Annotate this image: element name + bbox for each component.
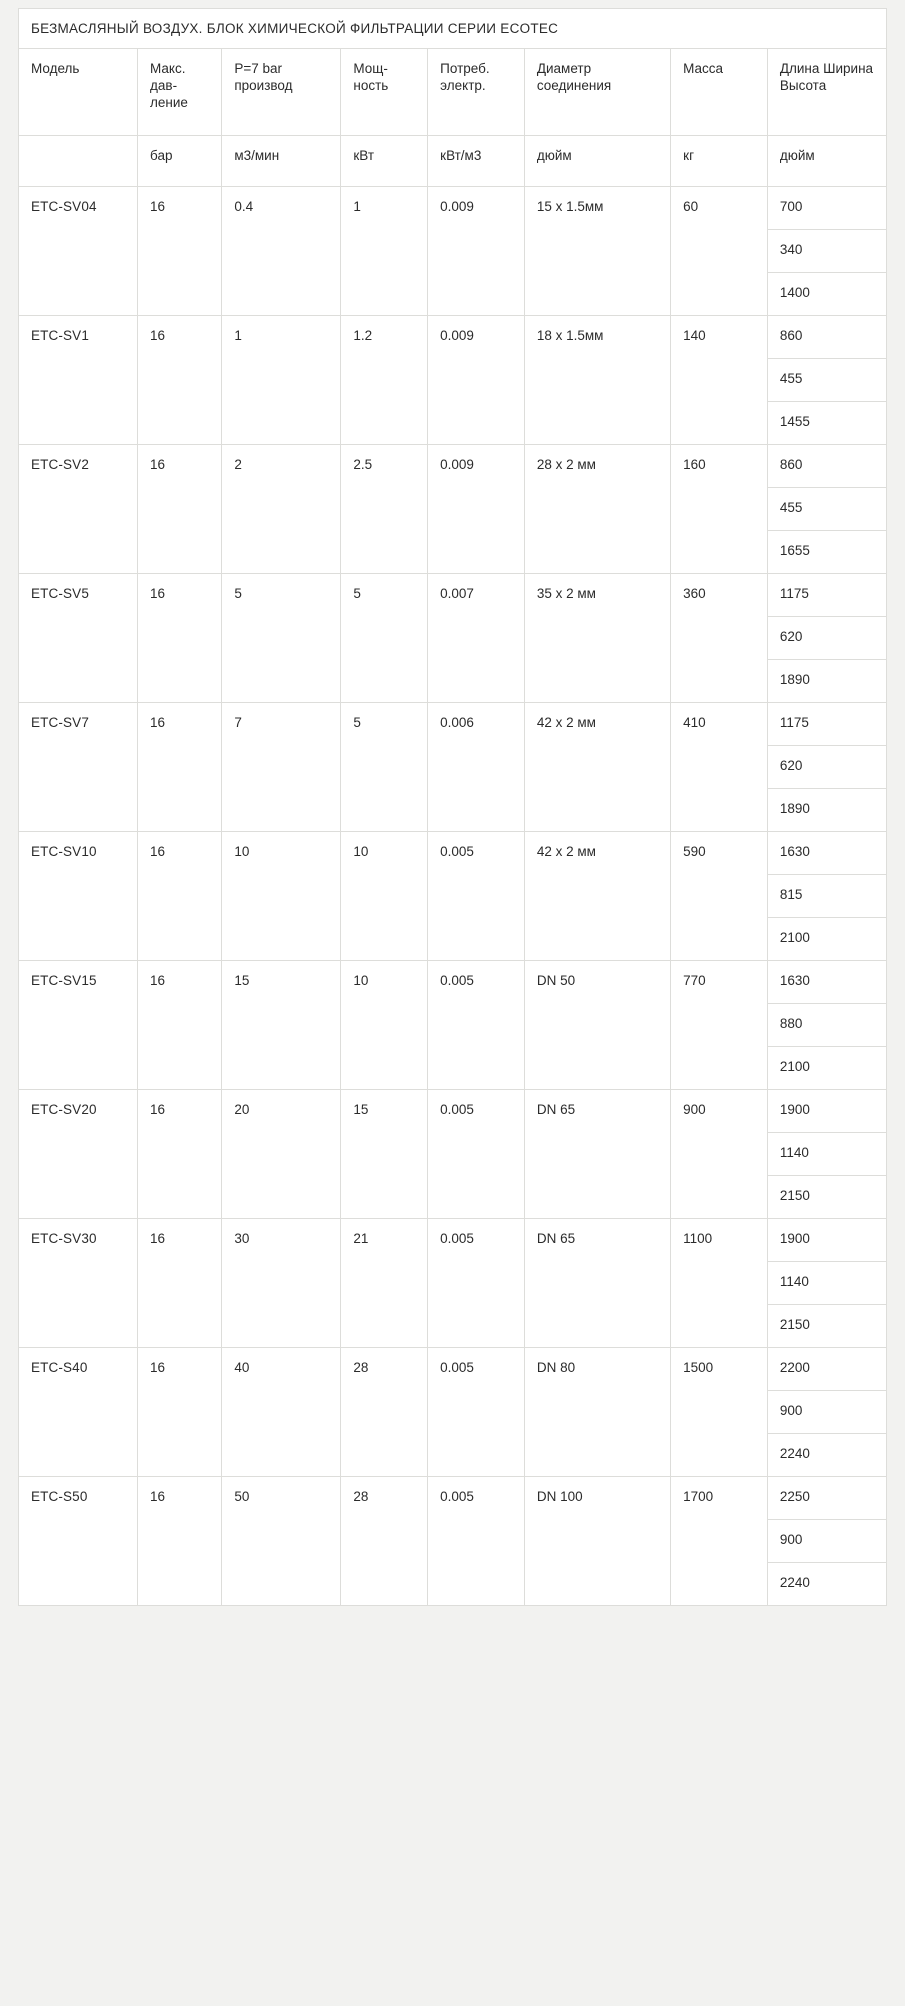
table-header-row [19, 49, 887, 136]
cell-mass: 770 [671, 961, 768, 1090]
cell-width: 880 [767, 1004, 886, 1047]
table-row [19, 316, 887, 359]
cell-model: ETC-SV1 [19, 316, 138, 445]
table-row [19, 1348, 887, 1391]
cell-max-pressure: 16 [138, 1477, 222, 1606]
cell-consumption: 0.005 [428, 1090, 525, 1219]
header-power: Мощ-ность [341, 49, 428, 136]
unit-mass: кг [671, 136, 768, 187]
cell-power: 28 [341, 1477, 428, 1606]
header-mass: Масса [671, 49, 768, 136]
cell-max-pressure: 16 [138, 316, 222, 445]
cell-length: 1900 [767, 1219, 886, 1262]
cell-connection-diameter: 35 x 2 мм [524, 574, 670, 703]
cell-height: 2150 [767, 1305, 886, 1348]
cell-height: 2100 [767, 1047, 886, 1090]
cell-model: ETC-SV15 [19, 961, 138, 1090]
cell-capacity: 40 [222, 1348, 341, 1477]
table-body [19, 9, 887, 1606]
cell-length: 1630 [767, 832, 886, 875]
cell-model: ETC-SV20 [19, 1090, 138, 1219]
cell-mass: 1500 [671, 1348, 768, 1477]
cell-height: 1400 [767, 273, 886, 316]
specifications-table [18, 8, 887, 1606]
cell-capacity: 5 [222, 574, 341, 703]
table-row [19, 961, 887, 1004]
cell-connection-diameter: DN 50 [524, 961, 670, 1090]
cell-width: 455 [767, 359, 886, 402]
cell-length: 1630 [767, 961, 886, 1004]
cell-width: 340 [767, 230, 886, 273]
header-connection-diameter: Диаметр соединения [524, 49, 670, 136]
cell-height: 2240 [767, 1434, 886, 1477]
cell-height: 1890 [767, 789, 886, 832]
cell-mass: 1700 [671, 1477, 768, 1606]
unit-capacity: м3/мин [222, 136, 341, 187]
cell-max-pressure: 16 [138, 445, 222, 574]
cell-height: 1655 [767, 531, 886, 574]
unit-consumption: кВт/м3 [428, 136, 525, 187]
cell-capacity: 0.4 [222, 187, 341, 316]
cell-power: 28 [341, 1348, 428, 1477]
table-title: БЕЗМАСЛЯНЫЙ ВОЗДУХ. БЛОК ХИМИЧЕСКОЙ ФИЛЬТРАЦИИ СЕРИИ ECOTEC [19, 9, 887, 49]
cell-connection-diameter: DN 80 [524, 1348, 670, 1477]
cell-length: 2200 [767, 1348, 886, 1391]
cell-consumption: 0.006 [428, 703, 525, 832]
cell-consumption: 0.005 [428, 961, 525, 1090]
cell-height: 2150 [767, 1176, 886, 1219]
table-row [19, 187, 887, 230]
cell-length: 860 [767, 445, 886, 488]
cell-width: 900 [767, 1520, 886, 1563]
cell-connection-diameter: 18 x 1.5мм [524, 316, 670, 445]
cell-width: 815 [767, 875, 886, 918]
cell-mass: 900 [671, 1090, 768, 1219]
cell-capacity: 20 [222, 1090, 341, 1219]
cell-capacity: 2 [222, 445, 341, 574]
cell-max-pressure: 16 [138, 703, 222, 832]
cell-mass: 160 [671, 445, 768, 574]
table-row [19, 1219, 887, 1262]
cell-model: ETC-SV30 [19, 1219, 138, 1348]
cell-consumption: 0.005 [428, 832, 525, 961]
table-row [19, 832, 887, 875]
cell-width: 1140 [767, 1133, 886, 1176]
cell-width: 620 [767, 746, 886, 789]
table-row [19, 703, 887, 746]
cell-length: 1175 [767, 574, 886, 617]
cell-length: 1900 [767, 1090, 886, 1133]
cell-model: ETC-SV7 [19, 703, 138, 832]
cell-capacity: 15 [222, 961, 341, 1090]
cell-consumption: 0.009 [428, 316, 525, 445]
header-dimensions: Длина Ширина Высота [767, 49, 886, 136]
cell-power: 5 [341, 703, 428, 832]
table-row [19, 1090, 887, 1133]
cell-length: 700 [767, 187, 886, 230]
unit-model [19, 136, 138, 187]
cell-width: 1140 [767, 1262, 886, 1305]
unit-dimensions: дюйм [767, 136, 886, 187]
cell-model: ETC-S50 [19, 1477, 138, 1606]
cell-capacity: 30 [222, 1219, 341, 1348]
cell-model: ETC-S40 [19, 1348, 138, 1477]
cell-capacity: 50 [222, 1477, 341, 1606]
table-row [19, 445, 887, 488]
cell-height: 1455 [767, 402, 886, 445]
cell-consumption: 0.009 [428, 187, 525, 316]
cell-connection-diameter: DN 65 [524, 1219, 670, 1348]
unit-max-pressure: бар [138, 136, 222, 187]
cell-power: 5 [341, 574, 428, 703]
cell-connection-diameter: 42 x 2 мм [524, 832, 670, 961]
cell-length: 1175 [767, 703, 886, 746]
table-row [19, 574, 887, 617]
cell-power: 1 [341, 187, 428, 316]
cell-capacity: 10 [222, 832, 341, 961]
cell-max-pressure: 16 [138, 832, 222, 961]
cell-consumption: 0.007 [428, 574, 525, 703]
cell-model: ETC-SV10 [19, 832, 138, 961]
cell-power: 10 [341, 832, 428, 961]
cell-capacity: 7 [222, 703, 341, 832]
cell-consumption: 0.005 [428, 1477, 525, 1606]
cell-consumption: 0.005 [428, 1219, 525, 1348]
cell-connection-diameter: DN 100 [524, 1477, 670, 1606]
cell-length: 2250 [767, 1477, 886, 1520]
cell-max-pressure: 16 [138, 961, 222, 1090]
cell-mass: 140 [671, 316, 768, 445]
table-title-row [19, 9, 887, 49]
cell-mass: 60 [671, 187, 768, 316]
cell-mass: 590 [671, 832, 768, 961]
cell-height: 1890 [767, 660, 886, 703]
cell-length: 860 [767, 316, 886, 359]
header-model: Модель [19, 49, 138, 136]
table-units-row [19, 136, 887, 187]
cell-power: 2.5 [341, 445, 428, 574]
cell-width: 455 [767, 488, 886, 531]
cell-mass: 1100 [671, 1219, 768, 1348]
cell-width: 620 [767, 617, 886, 660]
cell-height: 2240 [767, 1563, 886, 1606]
unit-connection-diameter: дюйм [524, 136, 670, 187]
cell-width: 900 [767, 1391, 886, 1434]
table-row [19, 1477, 887, 1520]
header-consumption: Потреб. электр. [428, 49, 525, 136]
cell-model: ETC-SV2 [19, 445, 138, 574]
cell-capacity: 1 [222, 316, 341, 445]
cell-max-pressure: 16 [138, 1348, 222, 1477]
cell-model: ETC-SV04 [19, 187, 138, 316]
cell-max-pressure: 16 [138, 574, 222, 703]
cell-model: ETC-SV5 [19, 574, 138, 703]
cell-connection-diameter: DN 65 [524, 1090, 670, 1219]
unit-power: кВт [341, 136, 428, 187]
cell-connection-diameter: 42 x 2 мм [524, 703, 670, 832]
cell-power: 10 [341, 961, 428, 1090]
header-max-pressure: Макс. дав-ление [138, 49, 222, 136]
cell-power: 1.2 [341, 316, 428, 445]
cell-connection-diameter: 15 x 1.5мм [524, 187, 670, 316]
cell-connection-diameter: 28 x 2 мм [524, 445, 670, 574]
cell-power: 21 [341, 1219, 428, 1348]
cell-max-pressure: 16 [138, 187, 222, 316]
cell-mass: 360 [671, 574, 768, 703]
cell-mass: 410 [671, 703, 768, 832]
cell-consumption: 0.005 [428, 1348, 525, 1477]
cell-consumption: 0.009 [428, 445, 525, 574]
cell-height: 2100 [767, 918, 886, 961]
header-capacity: P=7 bar производ [222, 49, 341, 136]
cell-power: 15 [341, 1090, 428, 1219]
cell-max-pressure: 16 [138, 1090, 222, 1219]
cell-max-pressure: 16 [138, 1219, 222, 1348]
